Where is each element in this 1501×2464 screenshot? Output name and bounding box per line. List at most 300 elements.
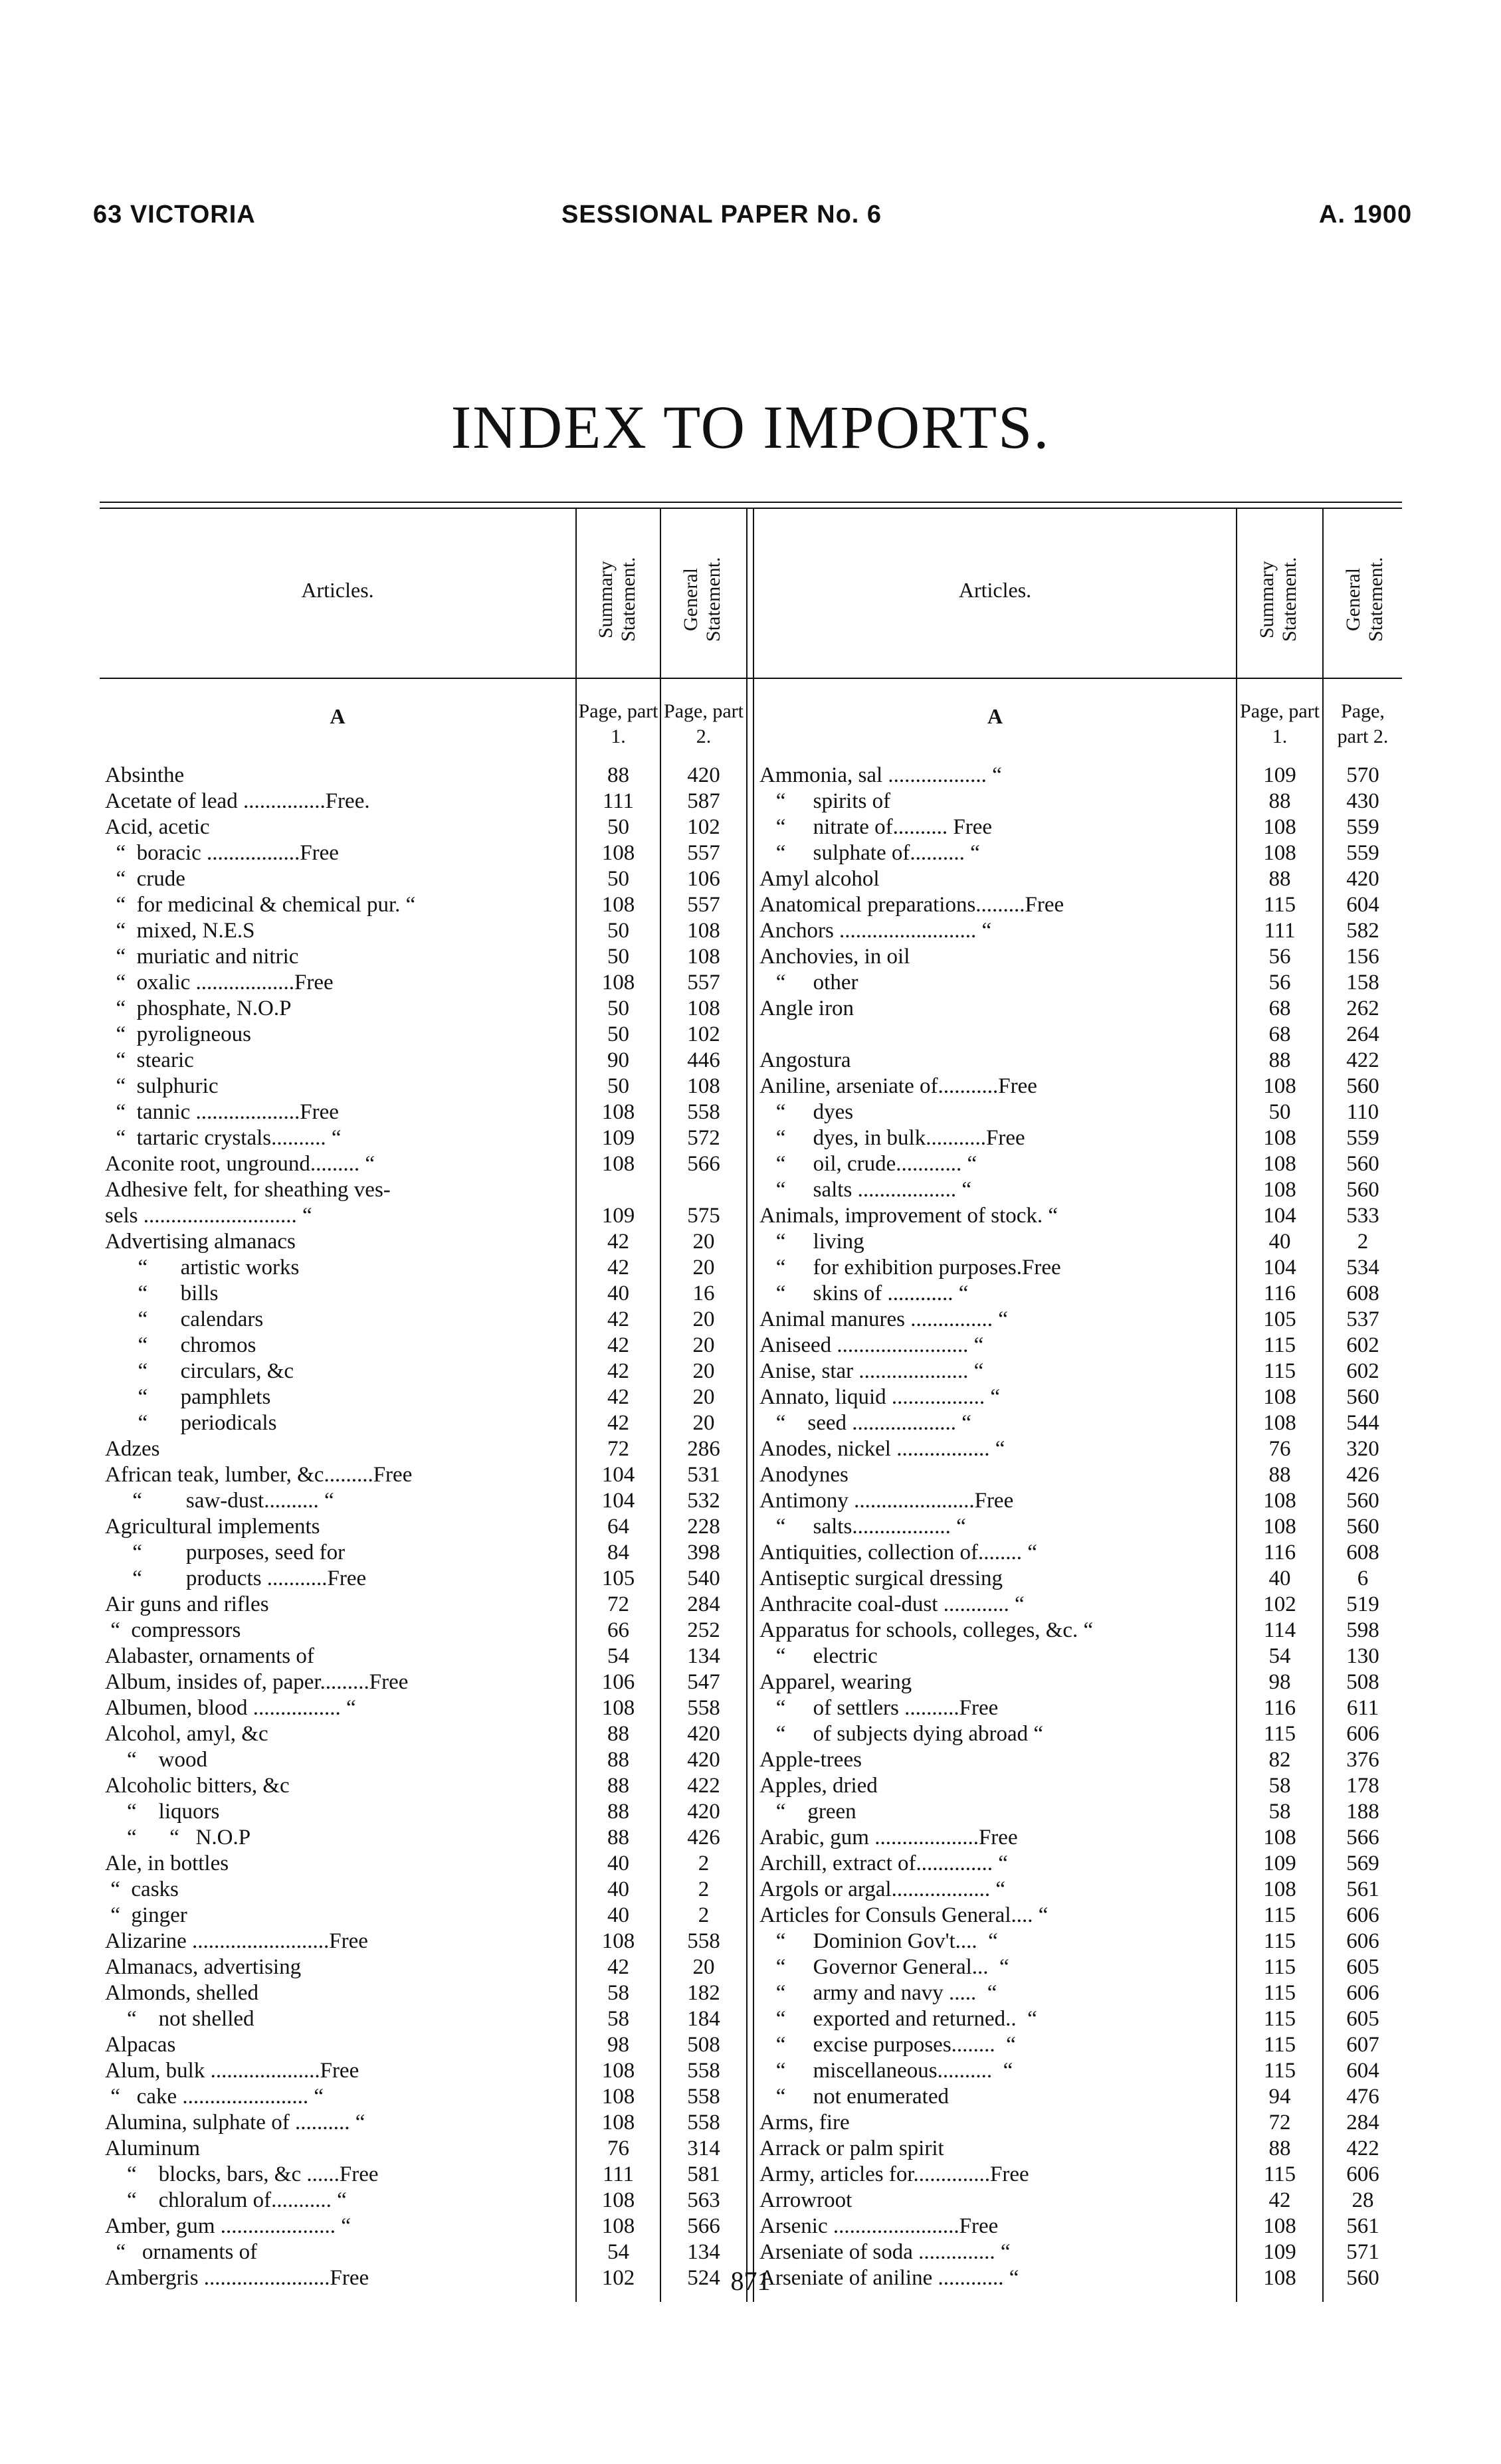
general-heading-right: General Statement. [1342,557,1387,642]
index-row [105,1359,746,1384]
index-row [759,1074,1402,1099]
index-row [105,2006,746,2032]
summary-page: 115 [1263,1359,1296,1383]
article-name: Alcohol, amyl, &c [105,1721,570,1747]
article-name: Apparatus for schools, colleges, &c. “ [759,1618,1231,1644]
article-name: Albumen, blood ................ “ [105,1695,570,1721]
general-page: 508 [687,2033,720,2057]
index-row [105,1825,746,1851]
index-row [759,1229,1402,1255]
index-row [759,1773,1402,1799]
summary-page: 88 [1268,789,1291,813]
summary-page: 108 [1263,841,1296,865]
article-name: Anatomical preparations.........Free [759,892,1231,918]
index-row [759,1022,1402,1048]
general-page: 558 [687,2059,720,2083]
general-page: 560 [1346,1385,1379,1409]
general-page: 426 [1346,1463,1379,1487]
summary-page: 108 [1263,1877,1296,1901]
article-name: “ electric [759,1644,1231,1669]
summary-page: 115 [1263,2059,1296,2083]
general-page: 582 [1346,919,1379,943]
article-name: “ nitrate of.......... Free [759,814,1231,840]
general-page: 561 [1346,2214,1379,2238]
index-row [105,1929,746,1954]
article-name: “ seed ................... “ [759,1410,1231,1436]
index-row [105,1903,746,1929]
summary-page: 50 [607,867,629,891]
general-page: 560 [1346,1152,1379,1176]
summary-page: 108 [601,2188,635,2212]
article-name: Acid, acetic [105,814,570,840]
article-name: “ excise purposes........ “ [759,2032,1231,2058]
index-row [105,1877,746,1903]
summary-page: 102 [1263,1592,1296,1616]
summary-heading-left: Summary Statement. [595,557,639,642]
index-row [105,1151,746,1177]
general-page: 531 [687,1463,720,1487]
index-row [759,1125,1402,1151]
general-page: 537 [1346,1307,1379,1331]
article-name: Adzes [105,1436,570,1462]
summary-page: 88 [1268,1463,1291,1487]
index-row [759,1747,1402,1773]
general-page: 420 [687,1722,720,1746]
general-page: 587 [687,789,720,813]
index-row [759,1669,1402,1695]
article-name: Almonds, shelled [105,1980,570,2006]
article-name: Arsenic .......................Free [759,2214,1231,2239]
general-page: 540 [687,1566,720,1590]
general-page: 264 [1346,1022,1379,1046]
index-row [759,1929,1402,1954]
article-name: Agricultural implements [105,1514,570,1540]
article-name: “ for exhibition purposes.Free [759,1255,1231,1281]
general-page: 508 [1346,1670,1379,1694]
general-page: 20 [692,1385,715,1409]
summary-page: 98 [1268,1670,1291,1694]
summary-page: 40 [1268,1230,1291,1254]
index-row [759,1307,1402,1333]
index-row [105,1851,746,1877]
general-page: 602 [1346,1359,1379,1383]
article-name: “ salts.................. “ [759,1514,1231,1540]
article-name: “ calendars [105,1307,570,1333]
article-name: “ dyes, in bulk...........Free [759,1125,1231,1151]
index-row [759,1540,1402,1566]
index-row [759,1721,1402,1747]
index-row [105,2084,746,2110]
index-row [759,1359,1402,1384]
summary-page: 111 [1264,919,1296,943]
general-page: 611 [1346,1696,1379,1720]
general-page: 566 [687,2214,720,2238]
index-row [759,1825,1402,1851]
index-row [105,1644,746,1669]
article-name: “ salts .................. “ [759,1177,1231,1203]
summary-page: 111 [602,2162,635,2186]
index-row [105,1747,746,1773]
index-row [105,918,746,944]
summary-page: 116 [1263,1281,1296,1305]
index-row [759,1281,1402,1307]
summary-page: 115 [1263,1903,1296,1927]
general-page: 602 [1346,1333,1379,1357]
summary-page: 108 [601,2111,635,2134]
general-page: 422 [1346,2136,1379,2160]
article-name: “ oil, crude............ “ [759,1151,1231,1177]
general-page: 314 [687,2136,720,2160]
general-page: 284 [687,1592,720,1616]
summary-page: 108 [1263,1152,1296,1176]
article-name: Archill, extract of.............. “ [759,1851,1231,1877]
general-page: 426 [687,1826,720,1849]
article-name: “ artistic works [105,1255,570,1281]
summary-page: 42 [607,1230,629,1254]
article-name: “ sulphate of.......... “ [759,840,1231,866]
general-page: 604 [1346,893,1379,917]
article-name: “ chloralum of........... “ [105,2188,570,2214]
article-name: “ chromos [105,1333,570,1359]
general-page: 607 [1346,2033,1379,2057]
index-row [759,1436,1402,1462]
article-name: “ boracic .................Free [105,840,570,866]
summary-page: 88 [1268,1048,1291,1072]
article-name: Aniline, arseniate of...........Free [759,1074,1231,1099]
article-name: “ products ...........Free [105,1566,570,1592]
article-name: Antiquities, collection of........ “ [759,1540,1231,1566]
index-row [105,1384,746,1410]
summary-page: 76 [1268,1437,1291,1461]
index-row [759,2188,1402,2214]
index-row [105,1954,746,1980]
summary-page: 104 [1263,1204,1296,1228]
article-name: “ for medicinal & chemical pur. “ [105,892,570,918]
index-row [759,2239,1402,2265]
general-page: 188 [1346,1800,1379,1824]
summary-page: 54 [607,2240,629,2264]
general-page: 608 [1346,1541,1379,1564]
summary-page: 58 [1268,1774,1291,1798]
index-row [759,2058,1402,2084]
summary-page: 108 [601,1696,635,1720]
left-index-list [105,763,746,2291]
summary-page: 72 [1268,2111,1291,2134]
summary-page: 108 [601,893,635,917]
article-name: Arseniate of soda .............. “ [759,2239,1231,2265]
article-name: “ stearic [105,1048,570,1074]
index-row [105,2239,746,2265]
general-page: 575 [687,1204,720,1228]
general-page: 134 [687,2240,720,2264]
summary-page: 84 [607,1541,629,1564]
summary-page: 50 [607,996,629,1020]
article-name: Anthracite coal-dust ............ “ [759,1592,1231,1618]
general-page: 446 [687,1048,720,1072]
general-page: 560 [1346,1515,1379,1539]
summary-page: 108 [601,841,635,865]
summary-page: 88 [607,1826,629,1849]
article-name: “ wood [105,1747,570,1773]
index-row [759,1695,1402,1721]
general-page: 108 [687,945,720,969]
summary-page: 109 [1263,1851,1296,1875]
article-name: “ dyes [759,1099,1231,1125]
index-row [759,1851,1402,1877]
index-row [105,2188,746,2214]
article-name: “ living [759,1229,1231,1255]
summary-page: 108 [1263,1178,1296,1202]
article-name: “ Governor General... “ [759,1954,1231,1980]
article-name: “ green [759,1799,1231,1825]
summary-page: 115 [1263,2033,1296,2057]
general-page: 563 [687,2188,720,2212]
summary-page: 72 [607,1437,629,1461]
index-row [759,789,1402,814]
general-page: 558 [687,1696,720,1720]
general-page: 519 [1346,1592,1379,1616]
summary-page: 109 [601,1204,635,1228]
article-name: “ “ N.O.P [105,1825,570,1851]
articles-heading-left: Articles. [301,578,374,602]
summary-page: 108 [601,971,635,995]
index-row [105,1799,746,1825]
index-row [759,1980,1402,2006]
summary-page: 64 [607,1515,629,1539]
article-name: Apple-trees [759,1747,1231,1773]
article-name: “ circulars, &c [105,1359,570,1384]
page-part1-left: Page, part 1. [578,700,658,747]
general-page: 566 [1346,1826,1379,1849]
summary-page: 82 [1268,1748,1291,1772]
summary-page: 111 [602,789,635,813]
general-page: 571 [1346,2240,1379,2264]
index-row [105,789,746,814]
index-row [759,1592,1402,1618]
summary-page: 105 [1263,1307,1296,1331]
general-page: 6 [1357,1566,1369,1590]
index-row [105,1669,746,1695]
summary-page: 50 [607,1022,629,1046]
article-name: “ muriatic and nitric [105,944,570,970]
article-name: sels ............................ “ [105,1203,570,1229]
index-row [759,814,1402,840]
top-rule-left-1 [100,502,751,503]
index-row [105,1462,746,1488]
general-page: 420 [687,1748,720,1772]
article-name: Ambergris .......................Free [105,2265,570,2291]
general-page: 608 [1346,1281,1379,1305]
index-row [759,2006,1402,2032]
summary-page: 102 [601,2266,635,2290]
index-row [105,2162,746,2188]
vrule-center-2 [753,508,754,2302]
general-page: 570 [1346,763,1379,787]
general-page: 2 [698,1851,710,1875]
article-name: Antiseptic surgical dressing [759,1566,1231,1592]
article-name: “ tartaric crystals.......... “ [105,1125,570,1151]
general-page: 524 [687,2266,720,2290]
summary-page: 106 [601,1670,635,1694]
index-row [759,996,1402,1022]
article-name: “ saw-dust.......... “ [105,1488,570,1514]
general-page: 606 [1346,1903,1379,1927]
index-row [759,1877,1402,1903]
index-row [759,1177,1402,1203]
index-row [759,2162,1402,2188]
summary-page: 42 [607,1411,629,1435]
index-row [759,1462,1402,1488]
summary-page: 108 [601,1929,635,1953]
summary-page: 88 [607,1800,629,1824]
summary-page: 115 [1263,1333,1296,1357]
summary-page: 108 [601,2214,635,2238]
index-row [105,996,746,1022]
article-name: Annato, liquid ................. “ [759,1384,1231,1410]
article-name: “ phosphate, N.O.P [105,996,570,1022]
summary-page: 108 [1263,1385,1296,1409]
article-name: Angostura [759,1048,1231,1074]
article-name: “ ginger [105,1903,570,1929]
article-name: Alumina, sulphate of .......... “ [105,2110,570,2136]
summary-page: 94 [1268,2085,1291,2109]
index-row [759,866,1402,892]
general-page: 606 [1346,1981,1379,2005]
summary-page: 54 [1268,1644,1291,1668]
general-page: 558 [687,2085,720,2109]
articles-heading-right: Articles. [958,578,1032,602]
index-row [105,2110,746,2136]
summary-page: 42 [607,1359,629,1383]
summary-page: 116 [1263,1541,1296,1564]
article-name: Amber, gum ..................... “ [105,2214,570,2239]
general-page: 262 [1346,996,1379,1020]
index-row [105,944,746,970]
header-right: A. 1900 [1319,201,1413,229]
article-name: “ oxalic ..................Free [105,970,570,996]
general-page: 134 [687,1644,720,1668]
general-page: 533 [1346,1204,1379,1228]
article-name: “ of subjects dying abroad “ [759,1721,1231,1747]
summary-page: 42 [607,1256,629,1279]
article-name [759,1022,1231,1048]
article-name: Advertising almanacs [105,1229,570,1255]
summary-page: 109 [601,1126,635,1150]
header-left: 63 VICTORIA [93,201,256,229]
summary-page: 116 [1263,1696,1296,1720]
summary-page: 104 [1263,1256,1296,1279]
general-page: 560 [1346,2266,1379,2290]
article-name: Apparel, wearing [759,1669,1231,1695]
general-page: 252 [687,1618,720,1642]
summary-page: 40 [1268,1566,1291,1590]
article-name: “ spirits of [759,789,1231,814]
article-name: Anodynes [759,1462,1231,1488]
index-row [105,1099,746,1125]
general-heading-left: General Statement. [680,557,724,642]
page-title: INDEX TO IMPORTS. [450,393,1051,461]
article-name: “ skins of ............ “ [759,1281,1231,1307]
article-name: Alabaster, ornaments of [105,1644,570,1669]
general-page: 598 [1346,1618,1379,1642]
article-name: “ compressors [105,1618,570,1644]
index-row [105,1721,746,1747]
summary-page: 88 [607,1774,629,1798]
general-page: 102 [687,1022,720,1046]
article-name: Arseniate of aniline ............ “ [759,2265,1231,2291]
general-page: 558 [687,1929,720,1953]
general-page: 420 [687,763,720,787]
top-rule-right-1 [751,502,1402,503]
article-name: Arrowroot [759,2188,1231,2214]
index-row [105,1618,746,1644]
summary-page: 40 [607,1903,629,1927]
index-row [759,2136,1402,2162]
summary-page: 115 [1263,1955,1296,1979]
page-part2-left: Page, part 2. [664,700,744,747]
article-name: Alcoholic bitters, &c [105,1773,570,1799]
index-row [105,763,746,789]
index-row [105,2032,746,2058]
index-row [759,1954,1402,1980]
index-row [105,840,746,866]
index-row [759,1644,1402,1669]
index-row [759,1333,1402,1359]
article-name: Album, insides of, paper.........Free [105,1669,570,1695]
section-letter-left: A [330,704,346,728]
article-name: “ liquors [105,1799,570,1825]
index-row [105,1566,746,1592]
general-page: 604 [1346,2059,1379,2083]
general-page: 532 [687,1489,720,1513]
summary-page: 42 [607,1955,629,1979]
index-row [759,763,1402,789]
index-row [105,1255,746,1281]
article-name: Ammonia, sal .................. “ [759,763,1231,789]
article-name: Anchors ......................... “ [759,918,1231,944]
page-part2-right: Page, part 2. [1337,700,1389,747]
summary-page: 88 [1268,867,1291,891]
top-rule-right-2 [751,508,1402,509]
summary-page: 108 [601,2085,635,2109]
summary-page: 68 [1268,996,1291,1020]
summary-page: 56 [1268,971,1291,995]
index-row [105,1980,746,2006]
general-page: 605 [1346,1955,1379,1979]
general-page: 284 [1346,2111,1379,2134]
article-name: “ ornaments of [105,2239,570,2265]
article-name: Acetate of lead ...............Free. [105,789,570,814]
general-page: 108 [687,1074,720,1098]
index-row [105,866,746,892]
top-rule-left-2 [100,508,751,509]
general-page: 20 [692,1359,715,1383]
index-row [759,1799,1402,1825]
article-name: “ sulphuric [105,1074,570,1099]
summary-page: 42 [1268,2188,1291,2212]
article-name: Ale, in bottles [105,1851,570,1877]
summary-page: 115 [1263,1981,1296,2005]
article-name: Alum, bulk ....................Free [105,2058,570,2084]
summary-page: 108 [601,1100,635,1124]
page-part1-right: Page, part 1. [1240,700,1320,747]
general-page: 156 [1346,945,1379,969]
summary-page: 115 [1263,1929,1296,1953]
general-page: 2 [1357,1230,1369,1254]
article-name: “ other [759,970,1231,996]
article-name: Apples, dried [759,1773,1231,1799]
summary-page: 88 [607,763,629,787]
